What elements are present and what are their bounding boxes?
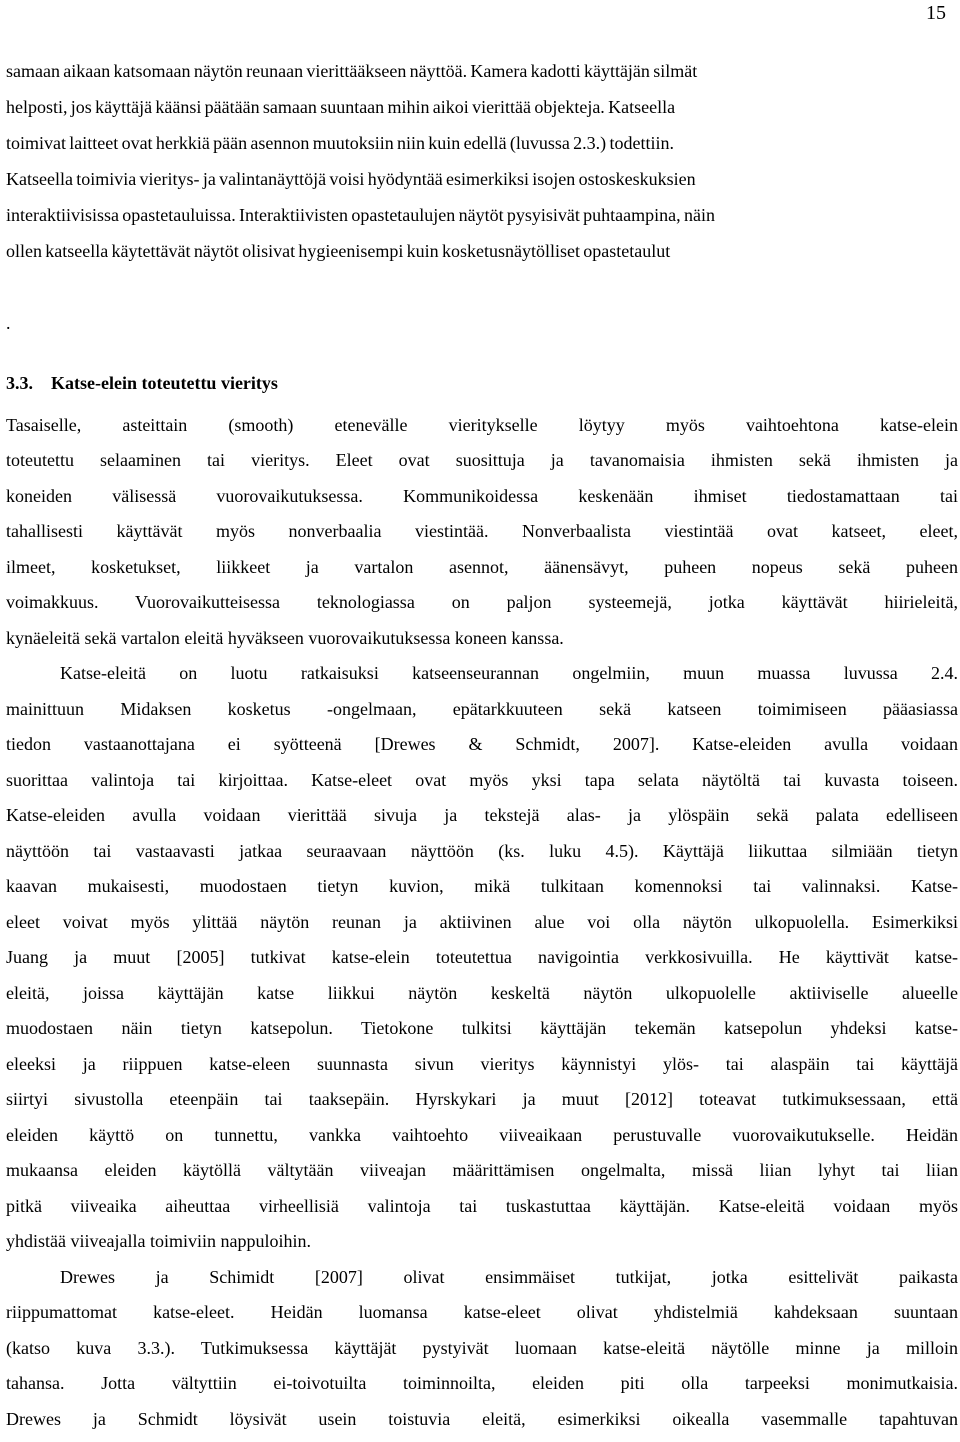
text-line: kaavan mukaisesti, muodostaen tietyn kuvion, mikä tulkitaan komennoksi tai valinnaksi. Katse-	[6, 876, 958, 896]
text-line: helposti, jos käyttäjä käänsi päätään samaan suuntaan mihin aikoi vierittää objekteja. Katseella	[6, 97, 676, 117]
text-line: toimivat laitteet ovat herkkiä pään asennon muutoksiin niin kuin edellä (luvussa 2.3.) todettiin.	[6, 133, 674, 153]
text-line: pitkä viiveaika aiheuttaa virheellisiä valintoja tai tuskastuttaa käyttäjän. Katse-eleitä voidaan myös	[6, 1196, 958, 1216]
text-line: (katso kuva 3.3.). Tutkimuksessa käyttäjät pystyivät luomaan katse-eleitä näytölle minne ja milloin	[6, 1338, 958, 1358]
text-line: riippumattomat katse-eleet. Heidän luomansa katse-eleet olivat yhdistelmiä kahdeksaan suuntaan	[6, 1302, 958, 1322]
text-line: mainittuun Midaksen kosketus -ongelmaan, epätarkkuuteen sekä katseen toimimiseen pääasiassa	[6, 699, 958, 719]
text-line: eleiden käyttö on tunnettu, vankka vaihtoehto viiveaikaan perustuvalle vuorovaikutukselle. Heidän	[6, 1125, 958, 1145]
text-line: eleitä, joissa käyttäjän katse liikkui näytön keskeltä näytön ulkopuolelle aktiiviselle alueelle	[6, 983, 958, 1003]
text-line: Tasaiselle, asteittain (smooth) etenevälle vieritykselle löytyy myös vaihtoehtona katse-elein	[6, 415, 958, 435]
text-line: Katse-eleiden avulla voidaan vierittää sivuja ja tekstejä alas- ja ylöspäin sekä palata edelliseen	[6, 805, 958, 825]
text-line: ilmeet, kosketukset, liikkeet ja vartalon asennot, äänensävyt, puheen nopeus sekä puheen	[6, 557, 958, 577]
text-line: tahallisesti käyttävät myös nonverbaalia viestintää. Nonverbaalista viestintää ovat katseet, eleet,	[6, 521, 958, 541]
text-line: Drewes ja Schimidt [2007] olivat ensimmäiset tutkijat, jotka esittelivät paikasta	[60, 1267, 958, 1287]
text-line: voimakkuus. Vuorovaikutteisessa teknologiassa on paljon systeemejä, jotka käyttävät hiirieleitä,	[6, 592, 958, 612]
text-line: Katse-eleitä on luotu ratkaisuksi katseenseurannan ongelmiin, muun muassa luvussa 2.4.	[60, 663, 958, 683]
text-line: eleet voivat myös ylittää näytön reunan ja aktiivinen alue voi olla näytön ulkopuolella. Esimerkiksi	[6, 912, 958, 932]
section-heading	[6, 371, 278, 395]
text-line: tahansa. Jotta vältyttiin ei-toivotuilta toiminnoilta, eleiden piti olla tarpeeksi monimutkaisia.	[6, 1373, 958, 1393]
text-line: siirtyi sivustolla eteenpäin tai taaksepäin. Hyrskykari ja muut [2012] toteavat tutkimuksessaan, että	[6, 1089, 958, 1109]
text-line: samaan aikaan katsomaan näytön reunaan vierittääkseen näyttöä. Kamera kadotti käyttäjän silmät	[6, 61, 698, 81]
text-line: yhdistää viiveajalla toimiviin nappuloihin.	[6, 1231, 311, 1251]
text-line: .	[6, 313, 11, 333]
text-line: toteutettu selaaminen tai vieritys. Eleet ovat suosittuja ja tavanomaisia ihmisten sekä ihmisten ja	[6, 450, 958, 470]
text-line: Drewes ja Schmidt löysivät usein toistuvia eleitä, esimerkiksi oikealla vasemmalle tapahtuvan	[6, 1409, 958, 1429]
text-line: interaktiivisissa opastetauluissa. Interaktiivisten opastetaulujen näytöt pysyisivät puhtaampina, näin	[6, 205, 715, 225]
text-line: Juang ja muut [2005] tutkivat katse-elein toteutettua navigointia verkkosivuilla. He käyttivät katse-	[6, 947, 958, 967]
text-line: koneiden välisessä vuorovaikutuksessa. Kommunikoidessa keskenään ihmiset tiedostamattaan tai	[6, 486, 958, 506]
text-line: muodostaen näin tietyn katsepolun. Tietokone tulkitsi käyttäjän tekemän katsepolun yhdeksi katse-	[6, 1018, 958, 1038]
text-line: eleeksi ja riippuen katse-eleen suunnasta sivun vieritys käynnistyi ylös- tai alaspäin tai käyttäjä	[6, 1054, 958, 1074]
text-line: Katseella toimivia vieritys- ja valintanäyttöjä voisi hyödyntää esimerkiksi isojen ostoskeskuksien	[6, 169, 696, 189]
section-number: 3.3.	[6, 373, 33, 393]
text-line: mukaansa eleiden käytöllä vältytään viiveajan määrittämisen ongelmalta, missä liian lyhyt tai liian	[6, 1160, 958, 1180]
text-line: suorittaa valintoja tai kirjoittaa. Katse-eleet ovat myös yksi tapa selata näytöltä tai kuvasta toiseen.	[6, 770, 958, 790]
section-title: Katse-elein toteutettu vieritys	[51, 373, 278, 393]
text-line: näyttöön tai vastaavasti jatkaa seuraavaan näyttöön (ks. luku 4.5). Käyttäjä liikuttaa silmiään tietyn	[6, 841, 958, 861]
page-number: 15	[926, 2, 946, 24]
text-line: kynäeleitä sekä vartalon eleitä hyväkseen vuorovaikutuksessa koneen kanssa.	[6, 628, 564, 648]
text-line: tiedon vastaanottajana ei syötteenä [Drewes & Schmidt, 2007]. Katse-eleiden avulla voidaan	[6, 734, 958, 754]
text-line: ollen katseella käytettävät näytöt olisivat hygieenisempi kuin kosketusnäytölliset opastetaulut	[6, 241, 671, 261]
